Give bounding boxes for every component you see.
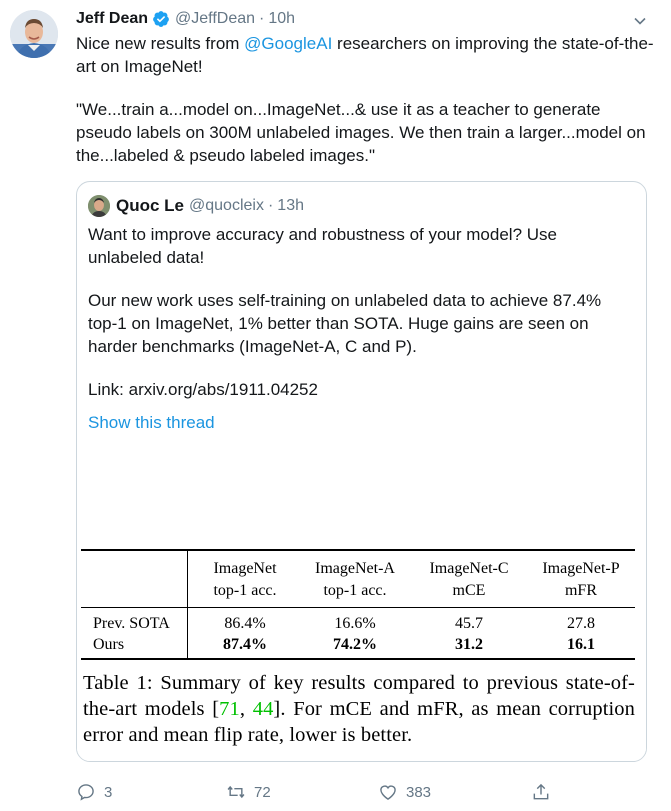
table-top-rule (81, 549, 635, 551)
reply-button[interactable] (76, 780, 112, 804)
text-segment: researchers on improving the state-of-the-art on ImageNet! (76, 34, 654, 76)
tweet-text (76, 32, 656, 187)
table-cell: 16.6% (334, 615, 376, 632)
tweet-actions (76, 780, 636, 804)
header-line: mFR (564, 582, 597, 599)
table-header-cell (303, 558, 407, 602)
header-line: top-1 acc. (213, 582, 277, 599)
like-icon (378, 782, 398, 802)
citation-link: 44 (252, 698, 274, 720)
results-table-image (77, 544, 646, 762)
header-line: ImageNet-A (315, 560, 395, 577)
like-count: 383 (406, 783, 432, 801)
share-button[interactable] (531, 780, 559, 804)
table-row-label: Ours (93, 636, 125, 653)
table-header-cell (417, 558, 521, 602)
text-segment: Nice new results from (76, 34, 245, 53)
mention-link[interactable]: @GoogleAI (244, 34, 333, 53)
show-thread-link[interactable]: Show this thread (88, 413, 215, 432)
table-cell: 74.2% (333, 636, 377, 653)
table-bottom-rule (81, 658, 635, 660)
tweet-paragraph-2: "We...train a...model on...ImageNet...& use it as a teacher to generate pseudo labels on 300M unlabeled images. We then train a larger...model on the...labeled & pseudo labeled images." (76, 100, 646, 165)
tweet-paragraph-1 (76, 32, 656, 78)
caption-text: ]. For mCE and mFR, as mean corruption error and mean flip rate, lower is better. (83, 698, 635, 746)
quoted-author-handle: @quocleix (189, 197, 264, 214)
quoted-tweet-text (88, 223, 633, 454)
retweet-count: 72 (254, 783, 271, 801)
quoted-paragraph-1: Want to improve accuracy and robustness of your model? Use unlabeled data! (88, 225, 557, 267)
table-cell: 27.8 (567, 615, 595, 632)
author-avatar[interactable] (10, 10, 58, 58)
quoted-tweet-header (88, 194, 304, 218)
retweet-button[interactable] (226, 780, 271, 804)
tweet-header (76, 8, 295, 30)
caption-text: , (239, 698, 253, 720)
table-cell: 31.2 (455, 636, 483, 653)
table-vertical-rule (187, 551, 188, 658)
table-cell: 45.7 (455, 615, 483, 632)
table-header-cell (197, 558, 293, 602)
header-line: top-1 acc. (323, 582, 387, 599)
header-line: ImageNet-P (542, 560, 620, 577)
reply-count: 3 (104, 783, 113, 801)
quoted-author-name: Quoc Le (116, 196, 185, 215)
reply-icon (76, 782, 96, 802)
header-line: ImageNet-C (429, 560, 509, 577)
chevron-down-icon[interactable] (633, 14, 647, 28)
retweet-icon (226, 782, 246, 802)
table-row-label: Prev. SOTA (93, 615, 170, 632)
table-caption (83, 670, 635, 748)
verified-badge-icon (152, 10, 170, 28)
table-mid-rule (81, 607, 635, 608)
table-cell: 16.1 (567, 636, 595, 653)
header-line: mCE (452, 582, 486, 599)
separator-dot: · (259, 10, 265, 27)
author-handle[interactable]: @JeffDean (175, 10, 256, 27)
separator-dot: · (267, 197, 274, 214)
quoted-paragraph-2: Our new work uses self-training on unlabeled data to achieve 87.4% top-1 on ImageNet, 1% better than SOTA. Huge gains are seen on harder benchmarks (ImageNet-A, C and P). (88, 291, 602, 356)
quoted-tweet[interactable] (76, 181, 647, 762)
table-header-cell (529, 558, 633, 602)
table-cell: 86.4% (224, 615, 266, 632)
table-cell: 87.4% (223, 636, 267, 653)
caption-text: Table 1: Summary of key results compared to previous state-of-the-art models [ (83, 672, 635, 720)
share-icon (531, 782, 551, 802)
quoted-timestamp: 13h (277, 197, 304, 214)
quoted-link-text: Link: arxiv.org/abs/1911.04252 (88, 380, 318, 399)
header-line: ImageNet (213, 560, 277, 577)
tweet-timestamp[interactable]: 10h (268, 10, 296, 27)
author-name[interactable]: Jeff Dean (76, 10, 149, 27)
quoted-author-avatar (88, 195, 110, 217)
citation-link: 71 (219, 698, 240, 720)
like-button[interactable] (378, 780, 431, 804)
